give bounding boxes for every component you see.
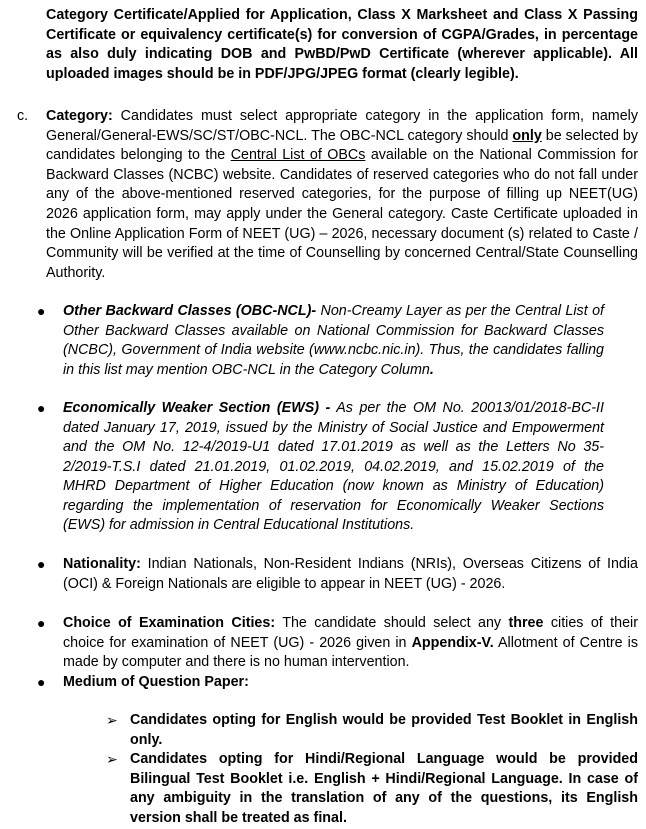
bullet-icon: ● xyxy=(37,556,46,572)
required-documents-paragraph: Category Certificate/Applied for Application, Class X Marksheet and Class X Passing Certificate or equivalency certificate(s) for conversion of CGPA/Grades, in percentage as also duly indicating DOB and PwBD/PwD Certificate (wherever applicable). All uploaded images should be in PDF/JPG/JPEG format (clearly legible). xyxy=(46,7,638,83)
arrow-bullet-icon: ➢ xyxy=(106,751,118,767)
arrow-bullet-icon: ➢ xyxy=(106,712,118,728)
exam-cities-text-part-3: Allotment of Centre is made by computer and there is no human intervention. xyxy=(63,634,638,670)
ews-item xyxy=(63,399,604,536)
medium-heading: Medium of Question Paper: xyxy=(63,674,249,690)
ews-heading: Economically Weaker Section (EWS) - xyxy=(63,400,331,416)
nationality-heading: Nationality: xyxy=(63,556,141,572)
english-medium-item: Candidates opting for English would be provided Test Booklet in English only. xyxy=(130,712,638,748)
bilingual-medium-item: Candidates opting for Hindi/Regional Language would be provided Bilingual Test Booklet i.e. English + Hindi/Regional Language. In case of any ambiguity in the translation of any of the questions, its English version shall be treated as final. xyxy=(130,751,638,827)
bullet-icon: ● xyxy=(37,674,46,690)
list-marker-c: c. xyxy=(17,108,29,124)
category-text-part-1: Candidates must select appropriate category in the application form, namely General/General-EWS/SC/ST/OBC-NCL. The OBC-NCL category should xyxy=(46,108,638,144)
central-list-obc-link[interactable]: Central List of OBCs xyxy=(230,147,366,164)
bullet-icon: ● xyxy=(37,615,46,631)
obc-ncl-text: Non-Creamy Layer as per the Central List of Other Backward Classes available on National Commission for Backward Classes (NCBC), Government of India website (www.ncbc.nic.in). Thus, the candidates falling in this list may mention OBC-NCL in the Category Column xyxy=(63,303,604,378)
category-heading: Category: xyxy=(46,108,113,124)
exam-cities-text-part-2: cities of their choice for examination of NEET (UG) - 2026 given in xyxy=(63,615,638,651)
exam-cities-item xyxy=(63,614,638,673)
nationality-item xyxy=(63,555,638,594)
bullet-icon: ● xyxy=(37,303,46,319)
three-emphasis: three xyxy=(508,615,544,631)
appendix-v-reference: Appendix-V. xyxy=(411,634,494,651)
nationality-text: Indian Nationals, Non-Resident Indians (NRIs), Overseas Citizens of India (OCI) & Foreign Nationals are eligible to appear in NEET (UG) - 2026. xyxy=(63,556,638,592)
bullet-icon: ● xyxy=(37,400,46,416)
obc-ncl-heading: Other Backward Classes (OBC-NCL)- xyxy=(63,303,317,319)
obc-ncl-period: . xyxy=(429,361,434,378)
exam-cities-text-part-1: The candidate should select any xyxy=(275,615,509,631)
obc-ncl-item xyxy=(63,302,604,380)
category-paragraph xyxy=(46,107,638,283)
ews-text: As per the OM No. 20013/01/2018-BC-II dated January 17, 2019, issued by the Ministry of Social Justice and Empowerment and the OM No. 12-4/2019-U1 dated 17.01.2019 as well as the Letters No 35-2/2019-T.S.I dated 21.01.2019, 01.02.2019, 04.02.2019, and 15.02.2019 of the MHRD Department of Higher Education (now known as Ministry of Education) regarding the implementation of reservation for Economically Weaker Sections (EWS) for admission in Central Educational Institutions. xyxy=(63,400,604,533)
exam-cities-heading: Choice of Examination Cities: xyxy=(63,615,276,631)
category-text-part-2: be selected by candidates belonging to the xyxy=(46,127,638,164)
only-emphasis: only xyxy=(512,127,542,144)
category-text-part-3: available on the National Commission for Backward Classes (NCBC) website. Candidates of reserved categories who do not fall under any of the above-mentioned reserved categories, for the purpose of filling up NEET(UG) 2026 application form, may apply under the General category. Caste Certificate uploaded in the Online Application Form of NEET (UG) – 2026, necessary document (s) related to Caste / Community will be verified at the time of Counselling by concerned Central/State Counselling Authority. xyxy=(46,147,638,281)
